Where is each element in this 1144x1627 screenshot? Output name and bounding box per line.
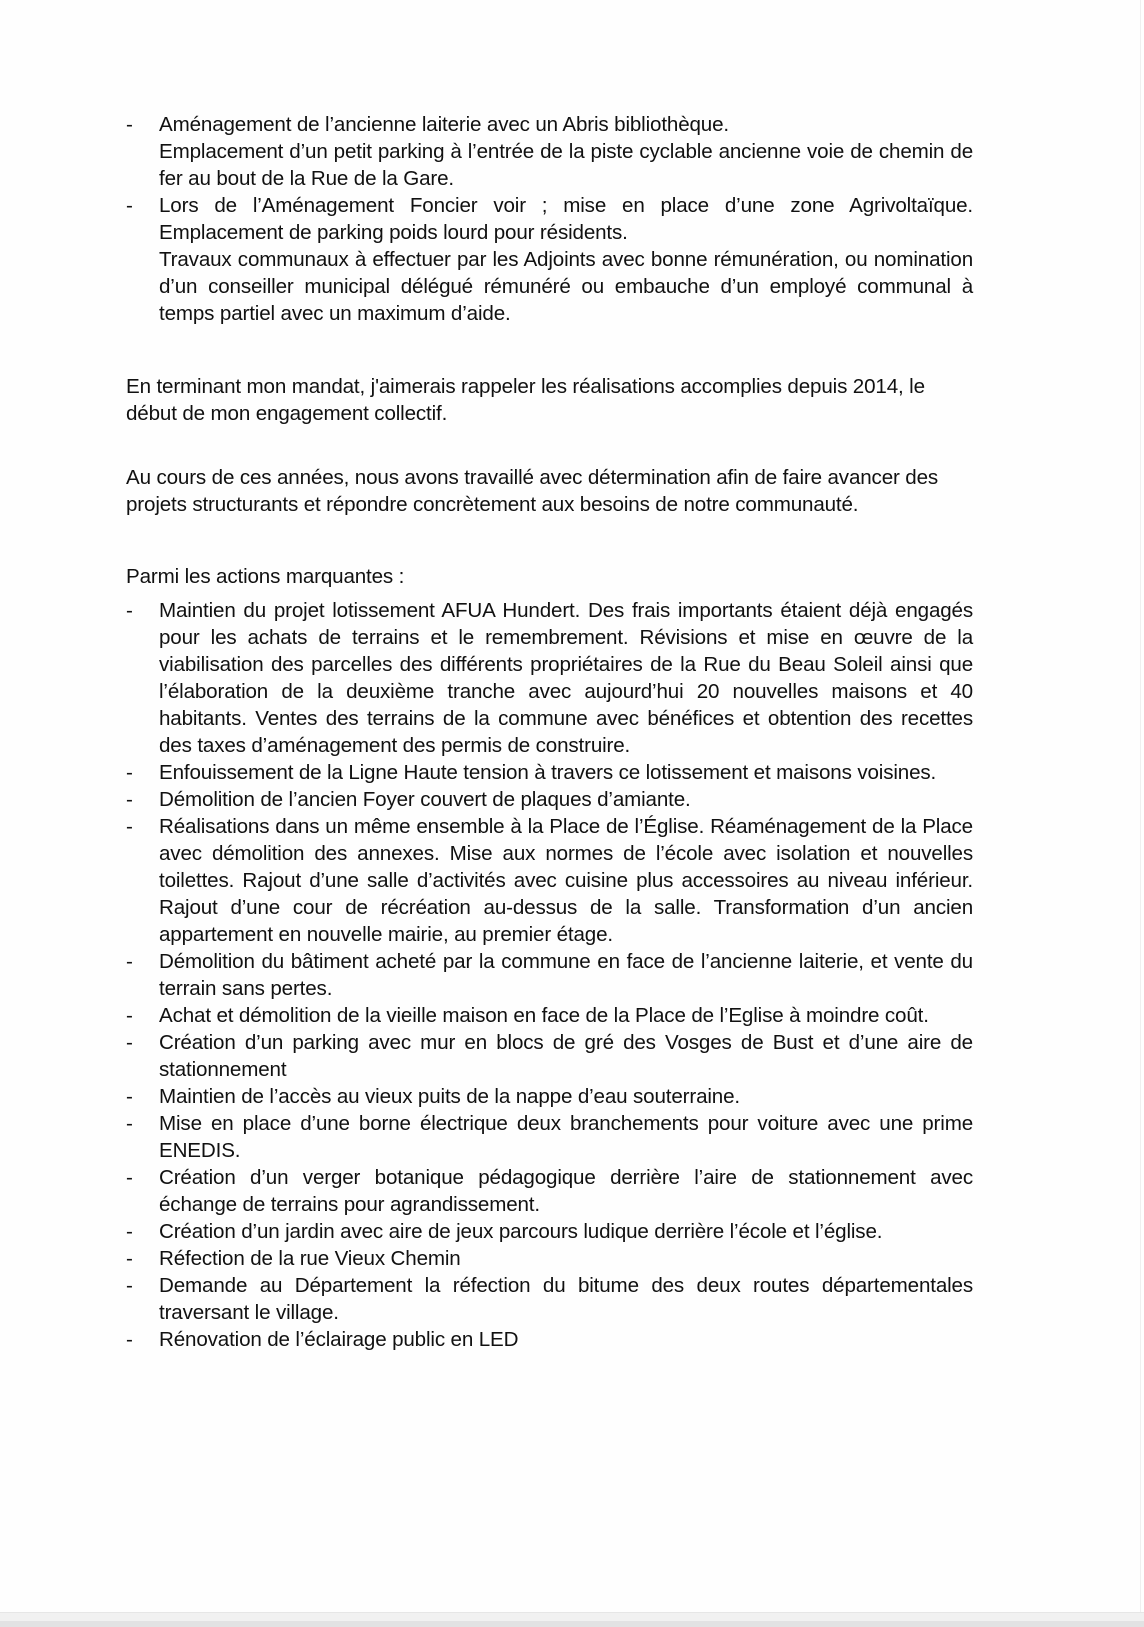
list-item-text: Démolition du bâtiment acheté par la commune en face de l’ancienne laiterie, et vente du terrain sans pertes. — [159, 950, 973, 1000]
list-item — [126, 246, 973, 327]
list-item — [126, 1002, 973, 1029]
list-item-text: Achat et démolition de la vieille maison en face de la Place de l’Eglise à moindre coût. — [159, 1004, 929, 1027]
list-item — [126, 1245, 973, 1272]
list-item — [126, 1083, 973, 1110]
list-item-text: Création d’un parking avec mur en blocs de gré des Vosges de Bust et d’une aire de stationnement — [159, 1031, 973, 1081]
bullet-dash: - — [126, 1112, 133, 1135]
list-item-text: Réfection de la rue Vieux Chemin — [159, 1247, 461, 1270]
list-item — [126, 111, 973, 138]
bullet-dash: - — [126, 1247, 133, 1270]
intro-list — [126, 111, 973, 327]
list-item — [126, 1272, 973, 1326]
list-item — [126, 138, 973, 192]
bullet-dash: - — [126, 788, 133, 811]
list-item-text: Maintien de l’accès au vieux puits de la nappe d’eau souterraine. — [159, 1085, 740, 1108]
list-item — [126, 1029, 973, 1083]
spacer — [126, 427, 973, 464]
page-bottom-edge — [0, 1612, 1144, 1627]
list-item-text: Mise en place d’une borne électrique deux branchements pour voiture avec une prime ENEDIS. — [159, 1112, 973, 1162]
list-item-text: Demande au Département la réfection du bitume des deux routes départementales traversant le village. — [159, 1274, 973, 1324]
bullet-dash: - — [126, 1031, 133, 1054]
list-item-text: Démolition de l’ancien Foyer couvert de plaques d’amiante. — [159, 788, 691, 811]
bullet-dash: - — [126, 1166, 133, 1189]
list-item-text: Travaux communaux à effectuer par les Adjoints avec bonne rémunération, ou nomination d’un conseiller municipal délégué rémunéré ou embauche d’un employé communal à temps partiel avec un maximum d’aide. — [159, 248, 973, 325]
list-item — [126, 759, 973, 786]
bullet-dash: - — [126, 950, 133, 973]
bullet-dash: - — [126, 113, 133, 136]
actions-heading: Parmi les actions marquantes : — [126, 565, 405, 588]
list-item-text: Création d’un verger botanique pédagogique derrière l’aire de stationnement avec échange de terrains pour agrandissement. — [159, 1166, 973, 1216]
list-item — [126, 1110, 973, 1164]
list-item-text: Lors de l’Aménagement Foncier voir ; mise en place d’une zone Agrivoltaïque. Emplacement de parking poids lourd pour résidents. — [159, 194, 973, 244]
list-item — [126, 786, 973, 813]
document-body — [126, 111, 973, 1353]
list-item-text: Rénovation de l’éclairage public en LED — [159, 1328, 519, 1351]
closing-mandate-paragraph: En terminant mon mandat, j'aimerais rappeler les réalisations accomplies depuis 2014, le début de mon engagement collectif. — [126, 375, 925, 425]
list-item-text: Enfouissement de la Ligne Haute tension à travers ce lotissement et maisons voisines. — [159, 761, 937, 784]
list-item-text: Emplacement d’un petit parking à l’entrée de la piste cyclable ancienne voie de chemin de fer au bout de la Rue de la Gare. — [159, 140, 973, 190]
list-item-text: Aménagement de l’ancienne laiterie avec un Abris bibliothèque. — [159, 113, 729, 136]
bullet-dash: - — [126, 761, 133, 784]
bullet-dash: - — [126, 1220, 133, 1243]
list-item — [126, 1218, 973, 1245]
spacer — [126, 327, 973, 373]
bullet-dash: - — [126, 1085, 133, 1108]
bullet-dash: - — [126, 194, 133, 217]
viewer-footer-strip — [0, 1621, 1144, 1627]
list-item — [126, 1326, 973, 1353]
bullet-dash: - — [126, 1004, 133, 1027]
list-item-text: Réalisations dans un même ensemble à la Place de l’Église. Réaménagement de la Place avec démolition des annexes. Mise aux normes de l’école avec isolation et nouvelles toilettes. Rajout d’une salle d’activités avec cuisine plus accessoires au niveau inférieur. Rajout d’une cour de récréation au-dessus de la salle. Transformation d’un ancien appartement en nouvelle mairie, au premier étage. — [159, 815, 973, 946]
list-item — [126, 1164, 973, 1218]
list-item — [126, 597, 973, 759]
achievements-intro-paragraph: Au cours de ces années, nous avons travaillé avec détermination afin de faire avancer des projets structurants et répondre concrètement aux besoins de notre communauté. — [126, 466, 939, 516]
bullet-dash: - — [126, 1274, 133, 1297]
spacer — [126, 518, 973, 563]
list-item-text: Maintien du projet lotissement AFUA Hundert. Des frais importants étaient déjà engagés pour les achats de terrains et le remembrement. Révisions et mise en œuvre de la viabilisation des parcelles des différents propriétaires de la Rue du Beau Soleil ainsi que l’élaboration de la deuxième tranche avec aujourd’hui 20 nouvelles maisons et 40 habitants. Ventes des terrains de la commune avec bénéfices et obtention des recettes des taxes d’aménagement des permis de construire. — [159, 599, 973, 757]
list-item — [126, 948, 973, 1002]
list-item-text: Création d’un jardin avec aire de jeux parcours ludique derrière l’école et l’église. — [159, 1220, 883, 1243]
bullet-dash: - — [126, 1328, 133, 1351]
list-item — [126, 813, 973, 948]
bullet-dash: - — [126, 815, 133, 838]
actions-list — [126, 597, 973, 1353]
list-item — [126, 192, 973, 246]
bullet-dash: - — [126, 599, 133, 622]
